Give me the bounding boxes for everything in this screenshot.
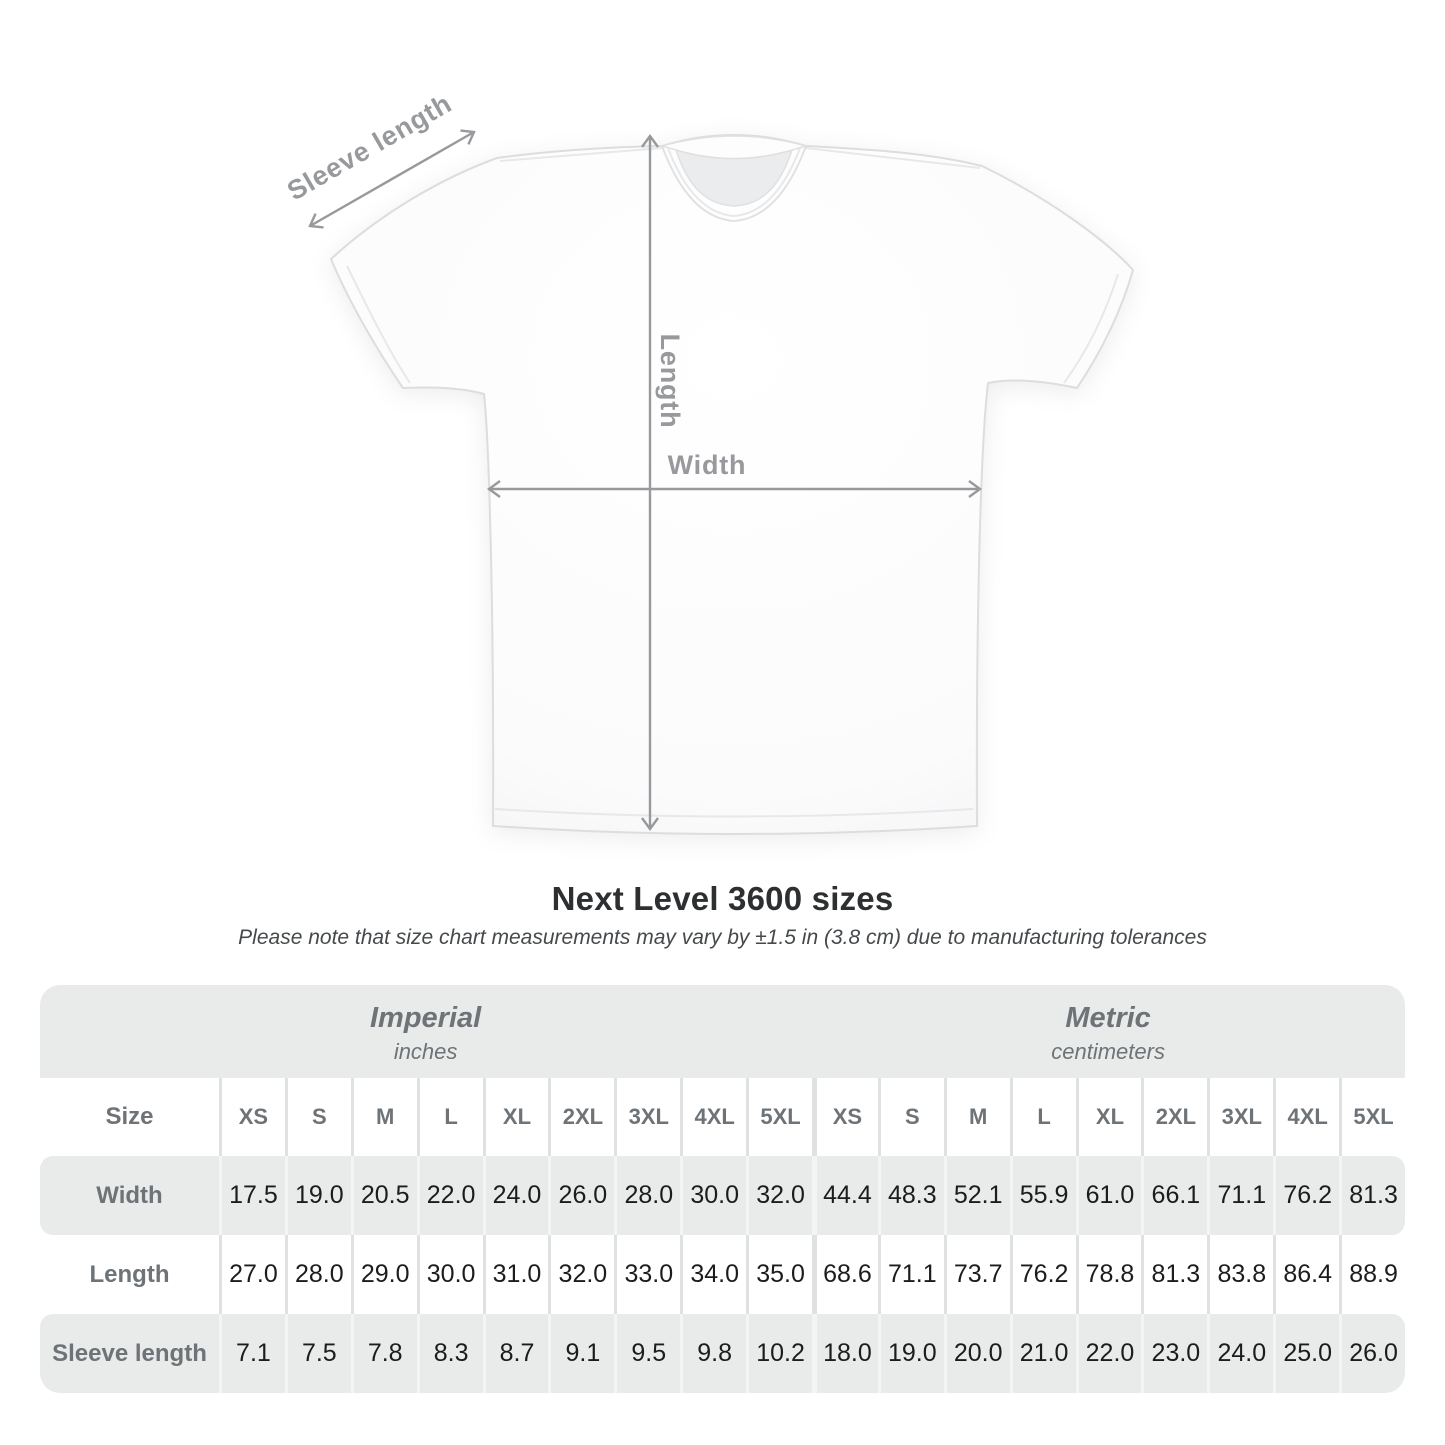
cell-length-imperial-5xl: 35.0 [746, 1235, 812, 1314]
sleeve-length-label: Sleeve length [282, 88, 457, 207]
cell-sleeve-length-imperial-xl: 8.7 [483, 1314, 549, 1393]
size-header-metric-l: L [1010, 1078, 1076, 1156]
cell-width-metric-l: 55.9 [1010, 1156, 1076, 1235]
cell-length-metric-l: 76.2 [1010, 1235, 1076, 1314]
size-header-metric-xl: XL [1076, 1078, 1142, 1156]
cell-length-metric-xl: 78.8 [1076, 1235, 1142, 1314]
page-title: Next Level 3600 sizes [551, 880, 894, 917]
cell-sleeve-length-metric-l: 21.0 [1010, 1314, 1076, 1393]
size-column-header: Size [105, 1103, 154, 1130]
imperial-group-title: Imperial [370, 1002, 482, 1034]
cell-sleeve-length-metric-s: 19.0 [878, 1314, 944, 1393]
size-header-metric-5xl: 5XL [1339, 1078, 1405, 1156]
size-header-imperial-xs: XS [219, 1078, 285, 1156]
cell-width-metric-4xl: 76.2 [1273, 1156, 1339, 1235]
cell-width-imperial-2xl: 26.0 [548, 1156, 614, 1235]
imperial-group-header [40, 985, 811, 1078]
cell-width-imperial-5xl: 32.0 [746, 1156, 812, 1235]
tolerance-note: Please note that size chart measurements may vary by ±1.5 in (3.8 cm) due to manufacturing tolerances [238, 926, 1207, 949]
cell-length-imperial-3xl: 33.0 [614, 1235, 680, 1314]
size-header-metric-m: M [944, 1078, 1010, 1156]
metric-group-title: Metric [1065, 1002, 1151, 1034]
size-header-metric-3xl: 3XL [1207, 1078, 1273, 1156]
size-header-imperial-5xl: 5XL [746, 1078, 812, 1156]
row-label-sleeve-length: Sleeve length [40, 1314, 219, 1393]
size-header-imperial-xl: XL [483, 1078, 549, 1156]
cell-width-metric-5xl: 81.3 [1339, 1156, 1405, 1235]
cell-sleeve-length-imperial-m: 7.8 [351, 1314, 417, 1393]
row-label-length: Length [89, 1260, 170, 1288]
cell-width-imperial-xs: 17.5 [219, 1156, 285, 1235]
cell-width-metric-xs: 44.4 [812, 1156, 878, 1235]
cell-sleeve-length-metric-4xl: 25.0 [1273, 1314, 1339, 1393]
cell-width-imperial-xl: 24.0 [483, 1156, 549, 1235]
cell-sleeve-length-imperial-2xl: 9.1 [548, 1314, 614, 1393]
size-table-card [40, 985, 1405, 1393]
imperial-group-unit: inches [393, 1039, 458, 1064]
cell-length-imperial-s: 28.0 [285, 1235, 351, 1314]
cell-length-imperial-xl: 31.0 [483, 1235, 549, 1314]
cell-length-imperial-m: 29.0 [351, 1235, 417, 1314]
cell-sleeve-length-imperial-5xl: 10.2 [746, 1314, 812, 1393]
size-header-imperial-3xl: 3XL [614, 1078, 680, 1156]
cell-width-metric-s: 48.3 [878, 1156, 944, 1235]
cell-sleeve-length-imperial-3xl: 9.5 [614, 1314, 680, 1393]
cell-width-metric-xl: 61.0 [1076, 1156, 1142, 1235]
cell-width-imperial-4xl: 30.0 [680, 1156, 746, 1235]
size-table-grid [40, 1078, 1405, 1393]
cell-sleeve-length-imperial-xs: 7.1 [219, 1314, 285, 1393]
size-header-imperial-4xl: 4XL [680, 1078, 746, 1156]
cell-width-imperial-s: 19.0 [285, 1156, 351, 1235]
cell-sleeve-length-imperial-s: 7.5 [285, 1314, 351, 1393]
cell-sleeve-length-metric-5xl: 26.0 [1339, 1314, 1405, 1393]
metric-group-unit: centimeters [1051, 1039, 1165, 1064]
metric-group-header [811, 985, 1405, 1078]
cell-width-imperial-l: 22.0 [417, 1156, 483, 1235]
cell-length-imperial-2xl: 32.0 [548, 1235, 614, 1314]
cell-sleeve-length-imperial-4xl: 9.8 [680, 1314, 746, 1393]
size-header-imperial-2xl: 2XL [548, 1078, 614, 1156]
cell-width-imperial-3xl: 28.0 [614, 1156, 680, 1235]
cell-length-imperial-4xl: 34.0 [680, 1235, 746, 1314]
cell-width-metric-3xl: 71.1 [1207, 1156, 1273, 1235]
cell-width-metric-2xl: 66.1 [1141, 1156, 1207, 1235]
cell-length-metric-4xl: 86.4 [1273, 1235, 1339, 1314]
width-label: Width [667, 450, 747, 480]
size-header-metric-s: S [878, 1078, 944, 1156]
cell-width-imperial-m: 20.5 [351, 1156, 417, 1235]
cell-length-metric-m: 73.7 [944, 1235, 1010, 1314]
cell-sleeve-length-metric-2xl: 23.0 [1141, 1314, 1207, 1393]
cell-length-metric-3xl: 83.8 [1207, 1235, 1273, 1314]
cell-sleeve-length-imperial-l: 8.3 [417, 1314, 483, 1393]
size-header-metric-2xl: 2XL [1141, 1078, 1207, 1156]
tshirt-graphic [331, 135, 1133, 834]
cell-length-imperial-l: 30.0 [417, 1235, 483, 1314]
length-label: Length [655, 333, 685, 429]
size-header-imperial-m: M [351, 1078, 417, 1156]
size-header-metric-xs: XS [812, 1078, 878, 1156]
cell-length-imperial-xs: 27.0 [219, 1235, 285, 1314]
unit-group-header [40, 985, 1405, 1078]
cell-width-metric-m: 52.1 [944, 1156, 1010, 1235]
size-header-metric-4xl: 4XL [1273, 1078, 1339, 1156]
size-header-imperial-l: L [417, 1078, 483, 1156]
cell-sleeve-length-metric-xl: 22.0 [1076, 1314, 1142, 1393]
size-header-imperial-s: S [285, 1078, 351, 1156]
cell-length-metric-xs: 68.6 [812, 1235, 878, 1314]
cell-sleeve-length-metric-m: 20.0 [944, 1314, 1010, 1393]
cell-length-metric-s: 71.1 [878, 1235, 944, 1314]
tshirt-outline [331, 135, 1133, 834]
cell-length-metric-2xl: 81.3 [1141, 1235, 1207, 1314]
cell-sleeve-length-metric-3xl: 24.0 [1207, 1314, 1273, 1393]
row-label-width: Width [40, 1156, 219, 1235]
cell-length-metric-5xl: 88.9 [1339, 1235, 1405, 1314]
cell-sleeve-length-metric-xs: 18.0 [812, 1314, 878, 1393]
